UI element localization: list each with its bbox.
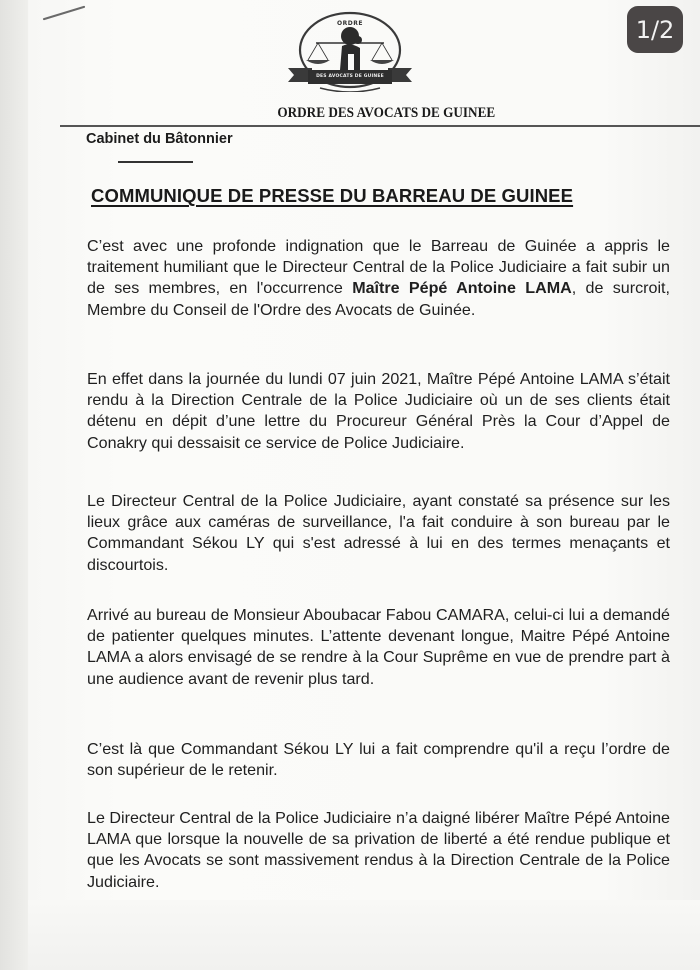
- paragraph-text: Le Directeur Central de la Police Judiciaire n’a daigné libérer Maître Pépé Antoine LAMA que lorsque la nouvelle de sa privation de liberté a été rendue publique et que les Avocats se sont massivement rendus à la Direction Centrale de la Police Judiciaire.: [87, 809, 670, 891]
- page-indicator-badge[interactable]: 1/2: [627, 6, 683, 53]
- paragraph-text: En effet dans la journée du lundi 07 juin 2021, Maître Pépé Antoine LAMA s’était rendu à la Direction Centrale de la Police Judiciaire où un de ses clients était détenu en dépit d’une lettre du Procureur Général Près la Cour d’Appel de Conakry qui dessaisit ce service de Police Judiciaire.: [87, 370, 670, 452]
- header-divider: [60, 125, 700, 127]
- page-edge-shadow: [0, 0, 28, 970]
- department-name: Cabinet du Bâtonnier: [86, 131, 233, 147]
- paragraph-text: C’est avec une profonde indignation que le Barreau de Guinée a appris le traitement humiliant que le Directeur Central de la Police Judiciaire a fait subir un de ses membres, en l'occurrence: [87, 237, 670, 298]
- organization-name: ORDRE DES AVOCATS DE GUINEE: [277, 105, 496, 121]
- logo-top-text: ORDRE: [337, 20, 363, 27]
- logo-ribbon-text: DES AVOCATS DE GUINEE: [316, 74, 384, 79]
- paragraph-4: [87, 605, 670, 690]
- paragraph-text: C’est là que Commandant Sékou LY lui a fait comprendre qu'il a reçu l’ordre de son supérieur de le retenir.: [87, 740, 670, 780]
- document-title: COMMUNIQUE DE PRESSE DU BARREAU DE GUINEE: [91, 185, 574, 206]
- paragraph-text: Arrivé au bureau de Monsieur Aboubacar Fabou CAMARA, celui-ci lui a demandé de patienter quelques minutes. L’attente devenant longue, Maitre Pépé Antoine LAMA a alors envisagé de se rendre à la Cour Suprême en vue de prendre part à une audience avant de revenir plus tard.: [87, 606, 670, 688]
- paragraph-5: [87, 739, 670, 781]
- paragraph-2: [87, 369, 670, 454]
- pen-stroke-mark: [43, 6, 86, 21]
- paragraph-1: [87, 236, 670, 321]
- department-underline: [118, 161, 193, 163]
- paragraph-bold-name: Maître Pépé Antoine LAMA: [352, 279, 572, 298]
- bar-association-logo: [278, 10, 422, 92]
- paragraph-text: Le Directeur Central de la Police Judiciaire, ayant constaté sa présence sur les lieux grâce aux caméras de surveillance, l'a fait conduire à son bureau par le Commandant Sékou LY qui s'est adressé à lui en des termes menaçants et discourtois.: [87, 492, 670, 574]
- paragraph-text: , de surcroit, Membre du Conseil de l'Ordre des Avocats de Guinée.: [87, 279, 670, 319]
- paragraph-6: [87, 808, 670, 893]
- page-bottom-area: [28, 900, 700, 970]
- paragraph-3: [87, 491, 670, 576]
